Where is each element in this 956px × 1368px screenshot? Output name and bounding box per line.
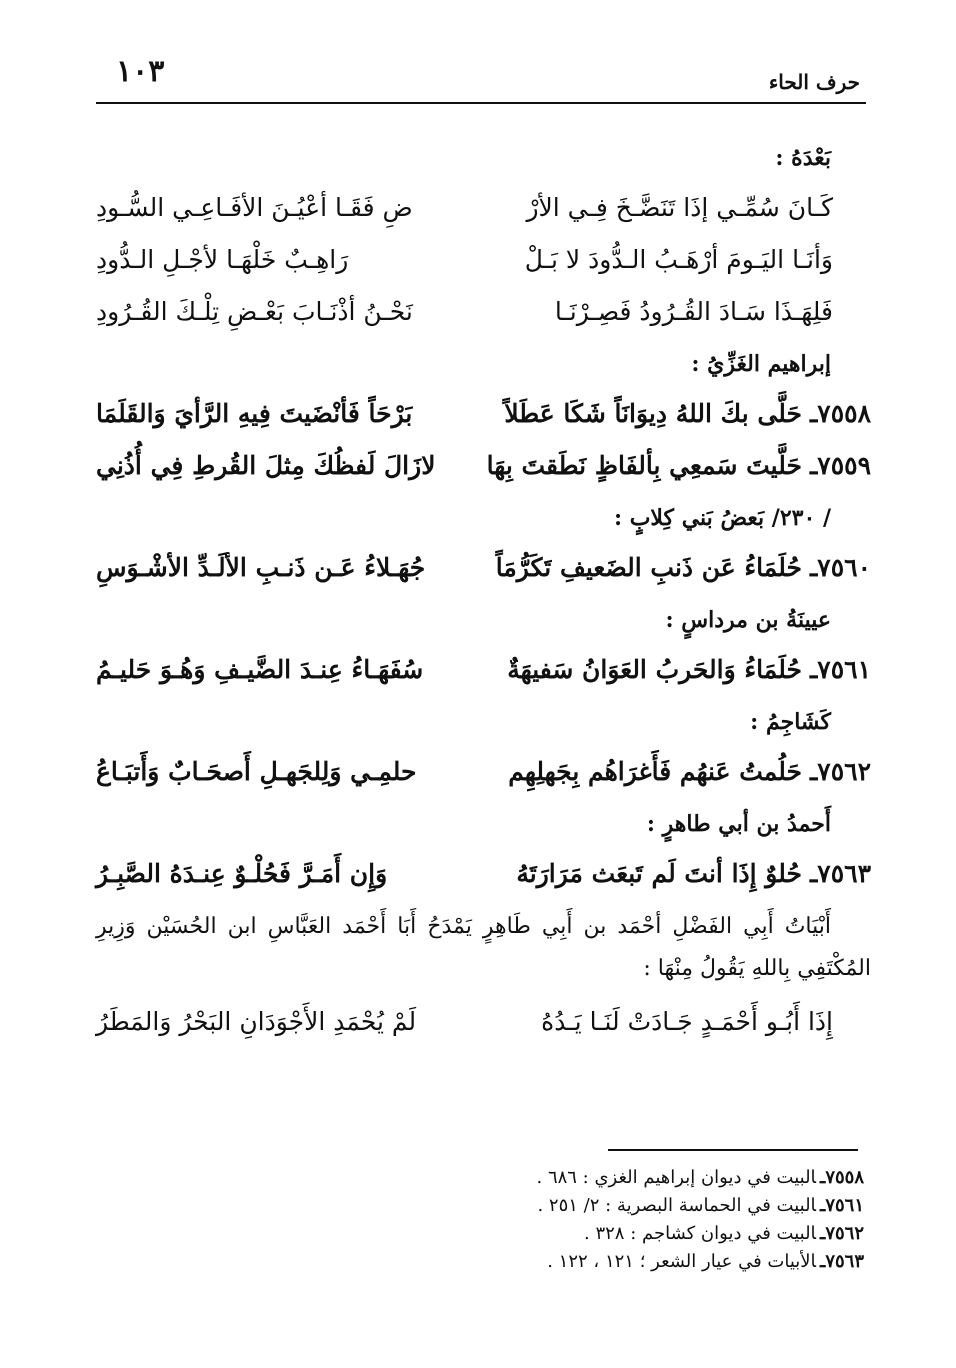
verse-first-hemistich: إِذَا أَبُـو أَحْمَـدٍ جَـادَتْ لَنَـا يَـدُهُ <box>541 1007 833 1036</box>
verse-second-hemistich: وَإِن أَمَـرَّ فَحُلْـوٌ عِنـدَهُ الصَّبِـرُ <box>96 859 388 888</box>
running-title: حرف الحاء <box>768 70 860 94</box>
verse-second-hemistich: جُهَـلاءُ عَـن ذَنـبِ الألَـدِّ الأشْـوَسِ <box>96 553 426 582</box>
verse-second-hemistich: لازَالَ لَفظُكَ مِثلَ القُرطِ فِي أُذُنِي <box>96 451 436 480</box>
page-number: ١٠٣ <box>116 54 165 89</box>
verse-number: ٧٥٦٢ـ <box>809 757 871 786</box>
footnote-text: الأبيات في عيار الشعر ؛ ١٢١ ، ١٢٢ . <box>547 1251 817 1272</box>
verse-number: ٧٥٦٠ـ <box>809 553 871 582</box>
footnote-number: ٧٥٦٣ـ <box>820 1251 864 1272</box>
poet-intro: / ٢٣٠/ بَعضُ بَني كِلابٍ : <box>613 505 831 531</box>
verse-line <box>96 234 871 286</box>
verse-sadr-text: حُلَمَاءُ عَن ذَنبِ الضَعيفِ تَكَرُّمَاً <box>495 553 802 582</box>
footnote-number: ٧٥٥٨ـ <box>820 1167 864 1188</box>
verse-second-hemistich: نَحْـنُ أذْنَـابَ بَعْـضِ تِلْـكَ القُـرُودِ <box>96 297 413 326</box>
verse-first-hemistich <box>496 746 871 798</box>
verse-7560 <box>96 542 871 594</box>
footnote <box>444 1164 864 1192</box>
verse-line <box>96 286 871 338</box>
verse-second-hemistich: سُفَهَـاءُ عِنـدَ الضَّيـفِ وَهُـوَ حَليـمُ <box>96 655 424 684</box>
footnotes <box>444 1164 864 1276</box>
verse-second-hemistich: ضِ فَقَـا أعْيُـنَ الأفَـاعِـي السُّـودِ <box>96 193 413 222</box>
verse-7561 <box>96 644 871 696</box>
verse-7558 <box>96 388 871 440</box>
prose-paragraph: أَبْيَاتُ أَبِي الفَضْلِ أحْمَد بن أَبِي طَاهِرٍ يَمْدَحُ أَبَا أَحْمَد العَبَّاسِ ابن الحُسَيْن وَزِيرِ المُكْتَفِي بِاللهِ يَقُولُ مِنْهَا : <box>96 914 871 981</box>
verse-number: ٧٥٥٩ـ <box>809 451 871 480</box>
verse-7559 <box>96 440 871 492</box>
footnote-divider <box>608 1149 858 1151</box>
verse-7563 <box>96 848 871 900</box>
footnote <box>444 1192 864 1220</box>
verse-first-hemistich: كَـانَ سُمِّـي إذَا تَنَضَّـخَ فِـي الأرْ <box>526 193 833 222</box>
verse-first-hemistich <box>496 644 871 696</box>
verse-sadr-text: حُلوٌ إِذَا أنتَ لَم تَبعَث مَرَارَتَهُ <box>516 859 802 888</box>
verse-second-hemistich: رَاهِـبٌ خَلْهَـا لأجْـلِ الـدُّودِ <box>96 245 349 274</box>
footnote-number: ٧٥٦٢ـ <box>820 1223 864 1244</box>
verse-sadr-text: حَلَّيتَ سَمعِي بِألفَاظٍ نَطَقتَ بِهَا <box>486 451 802 480</box>
footnote-text: البيت في ديوان إبراهيم الغزي : ٦٨٦ . <box>536 1167 817 1188</box>
poet-intro: إبراهيم الغَزِّيُ : <box>691 351 831 377</box>
verse-7562 <box>96 746 871 798</box>
poet-intro: بَعْدَهُ : <box>775 145 831 171</box>
footnote <box>444 1248 864 1276</box>
poet-intro: أَحمدُ بن أبي طاهرٍ : <box>646 811 831 837</box>
verse-second-hemistich: بَرْحَاً فَأنْضَيتَ فِيهِ الرَّأيَ وَالقَلَمَا <box>96 399 413 428</box>
footnote-text: البيت في ديوان كشاجم : ٣٢٨ . <box>584 1223 817 1244</box>
page-header <box>96 52 866 104</box>
footnote-number: ٧٥٦١ـ <box>820 1195 864 1216</box>
page-body <box>96 132 871 1050</box>
verse-number: ٧٥٥٨ـ <box>809 399 871 428</box>
verse-number: ٧٥٦٣ـ <box>809 859 871 888</box>
verse-line <box>96 182 871 234</box>
verse-first-hemistich: فَلِهَـذَا سَـادَ القُـرُودُ فَصِـرْنَـا <box>554 297 833 326</box>
verse-line <box>96 994 871 1050</box>
verse-first-hemistich <box>496 388 871 440</box>
verse-first-hemistich <box>496 848 871 900</box>
poet-intro: كَشَاجِمُ : <box>750 709 831 735</box>
footnote <box>444 1220 864 1248</box>
verse-number: ٧٥٦١ـ <box>809 655 871 684</box>
verse-second-hemistich: لَمْ يُحْمَدِ الأَجْوَدَانِ البَحْرُ وَالمَطَرُ <box>96 1007 417 1036</box>
verse-sadr-text: حُلَمَاءُ وَالحَربُ العَوَانُ سَفيهَةٌ <box>507 655 802 684</box>
verse-sadr-text: حَلَّى بكَ اللهُ دِيوَانَاً شَكَا عَطَلاً <box>504 399 802 428</box>
verse-second-hemistich: حلمِـي وَلِلجَهـلِ أَصحَـابٌ وَأَتبَـاعُ <box>96 757 417 786</box>
verse-first-hemistich <box>496 542 871 594</box>
verse-first-hemistich: وَأنَـا اليَـومَ أرْهَـبُ الـدُّودَ لا بَـلْ <box>524 245 833 274</box>
verse-sadr-text: حَلُمتُ عَنهُم فَأَغرَاهُم بِجَهلِهِم <box>508 757 802 786</box>
poet-intro: عيينَةُ بن مرداسٍ : <box>665 607 831 633</box>
footnote-text: البيت في الحماسة البصرية : ٢/ ٢٥١ . <box>537 1195 817 1216</box>
verse-first-hemistich <box>486 440 871 492</box>
